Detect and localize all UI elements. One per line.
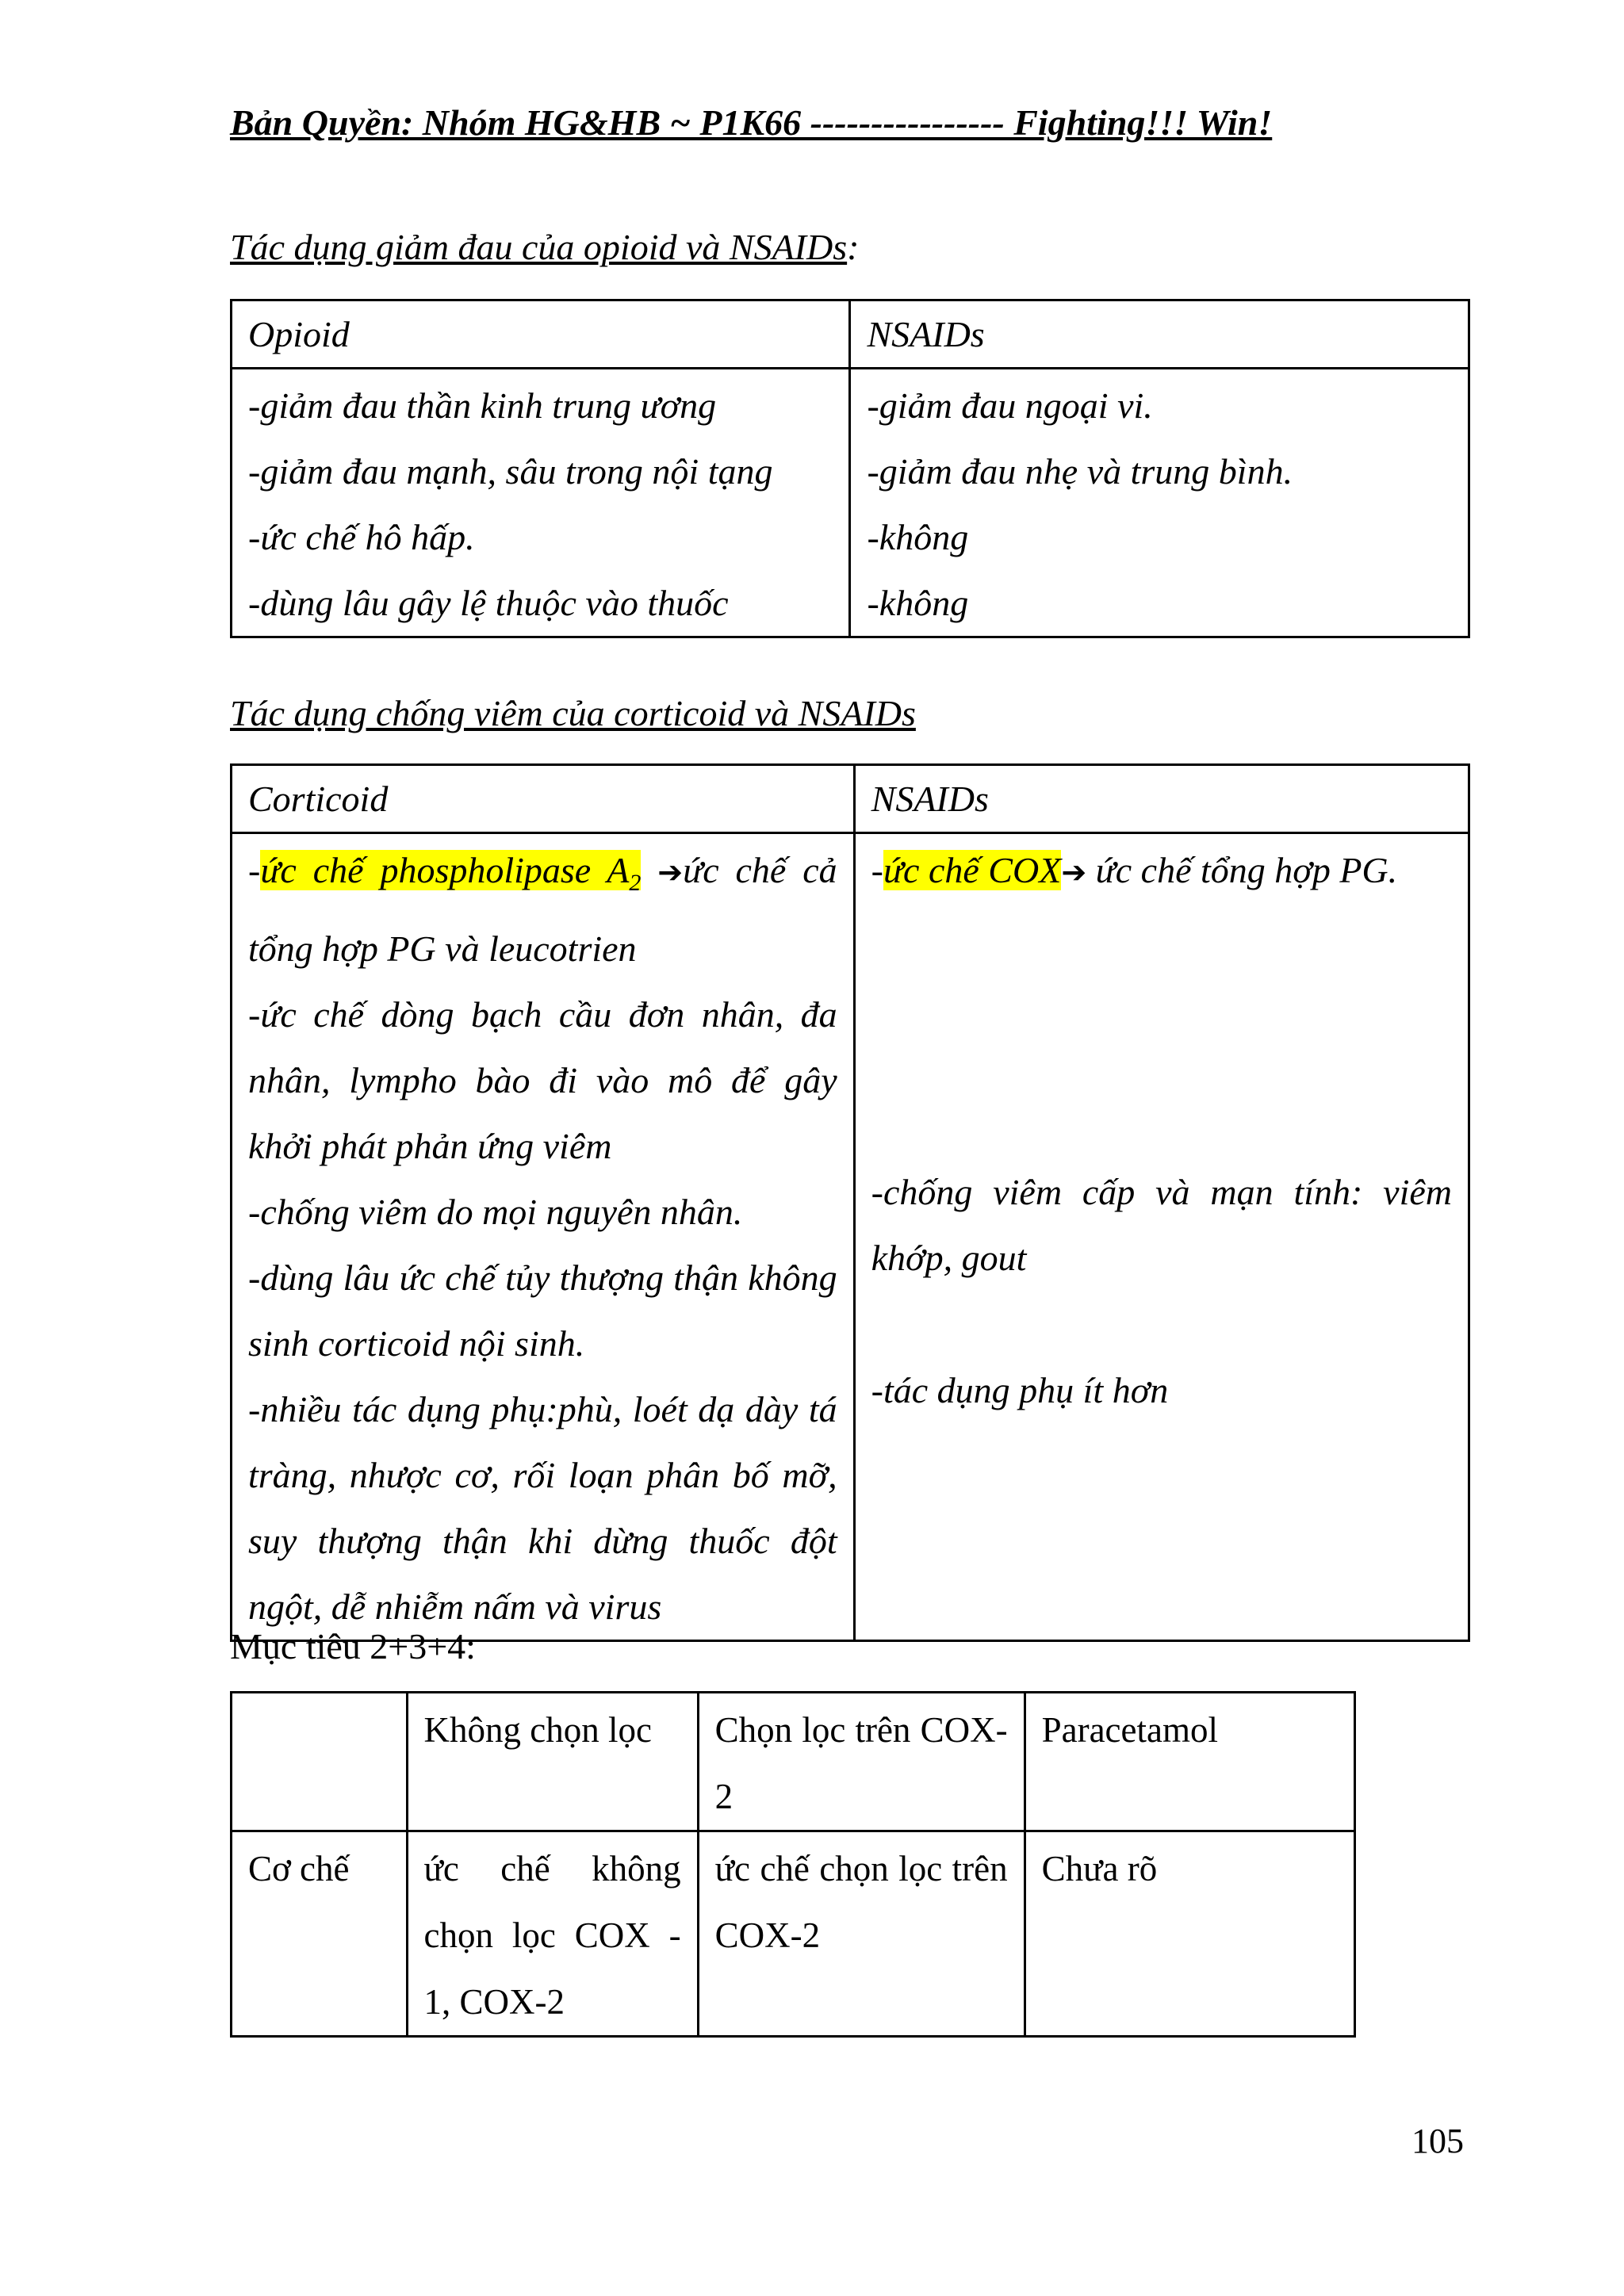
corticoid-mechanism-result: ức chế cả tổng hợp PG và leucotrien	[248, 850, 837, 970]
header-nsaids: NSAIDs	[850, 300, 1469, 369]
highlight-cox: ức chế COX	[883, 850, 1062, 890]
phospholipase-text: ức chế phospholipase A	[260, 850, 630, 890]
section-title-analgesic-text: Tác dụng giảm đau của opioid và NSAIDs	[230, 227, 848, 267]
mechanism-non-selective: ức chế không chọn lọc COX - 1, COX-2	[407, 1831, 698, 2037]
nsaids-mechanism	[871, 837, 1452, 905]
analgesic-comparison-table	[230, 299, 1470, 638]
nsaids-effects-cell	[850, 369, 1469, 637]
arrow-icon: ➔	[657, 855, 684, 890]
opioid-effect-line: -ức chế hô hấp.	[248, 517, 475, 557]
nsaids-effect-line: -giảm đau ngoại vi.	[867, 385, 1153, 426]
nsaid-classification-table	[230, 1691, 1356, 2038]
header-paracetamol: Paracetamol	[1025, 1693, 1354, 1831]
mechanism-cox2-selective: ức chế chọn lọc trên COX-2	[698, 1831, 1025, 2037]
nsaids-effect-line: -giảm đau nhẹ và trung bình.	[867, 451, 1293, 492]
corticoid-side-effects: -nhiều tác dụng phụ:phù, loét dạ dày tá tràng, nhược cơ, rối loạn phân bố mỡ, suy thượng thận khi dừng thuốc đột ngột, dễ nhiễm nấm và virus	[248, 1389, 837, 1628]
highlight-phospholipase	[260, 850, 642, 897]
arrow-icon: ➔	[1061, 855, 1087, 890]
nsaids-side-effects: -tác dụng phụ ít hơn	[871, 1370, 1169, 1410]
nsaids-effect: -chống viêm cấp và mạn tính: viêm khớp, gout	[871, 1172, 1452, 1278]
corticoid-mechanism	[248, 837, 837, 982]
header-nsaids-2: NSAIDs	[854, 765, 1469, 833]
nsaids-effect-line: -không	[867, 583, 969, 623]
objectives-title: Mục tiêu 2+3+4:	[230, 1626, 476, 1667]
header-non-selective: Không chọn lọc	[407, 1693, 698, 1831]
opioid-effects-cell	[232, 369, 850, 637]
anti-inflammatory-comparison-table	[230, 763, 1470, 1642]
dash: -	[248, 850, 261, 890]
section-title-analgesic	[230, 226, 859, 268]
header-corticoid: Corticoid	[232, 765, 855, 833]
subscript-2: 2	[629, 870, 642, 897]
corticoid-effects-cell	[232, 833, 855, 1641]
mechanism-paracetamol: Chưa rõ	[1025, 1831, 1354, 2037]
header-cox2-selective: Chọn lọc trên COX-2	[698, 1693, 1025, 1831]
page-header: Bản Quyền: Nhóm HG&HB ~ P1K66 ---------------- Fighting!!! Win!	[230, 102, 1273, 143]
title-colon: :	[847, 227, 860, 267]
row-label-mechanism: Cơ chế	[232, 1831, 408, 2037]
corticoid-effect: -ức chế dòng bạch cầu đơn nhân, đa nhân, lympho bào đi vào mô để gây khởi phát phản ứng viêm	[248, 994, 837, 1167]
opioid-effect-line: -giảm đau thần kinh trung ương	[248, 385, 717, 426]
opioid-effect-line: -dùng lâu gây lệ thuộc vào thuốc	[248, 583, 729, 623]
corticoid-effect: -dùng lâu ức chế tủy thượng thận không sinh corticoid nội sinh.	[248, 1257, 837, 1364]
nsaids-effect-line: -không	[867, 517, 969, 557]
header-opioid: Opioid	[232, 300, 850, 369]
opioid-effect-line: -giảm đau mạnh, sâu trong nội tạng	[248, 451, 773, 492]
nsaids-mechanism-result: ức chế tổng hợp PG.	[1086, 850, 1398, 890]
section-title-anti-inflammatory: Tác dụng chống viêm của corticoid và NSAIDs	[230, 693, 916, 733]
corticoid-effect: -chống viêm do mọi nguyên nhân.	[248, 1192, 743, 1233]
page-number: 105	[1411, 2122, 1464, 2160]
empty-header-cell	[232, 1693, 408, 1831]
nsaids-anti-inflammatory-cell	[854, 833, 1469, 1641]
dash: -	[871, 850, 883, 890]
